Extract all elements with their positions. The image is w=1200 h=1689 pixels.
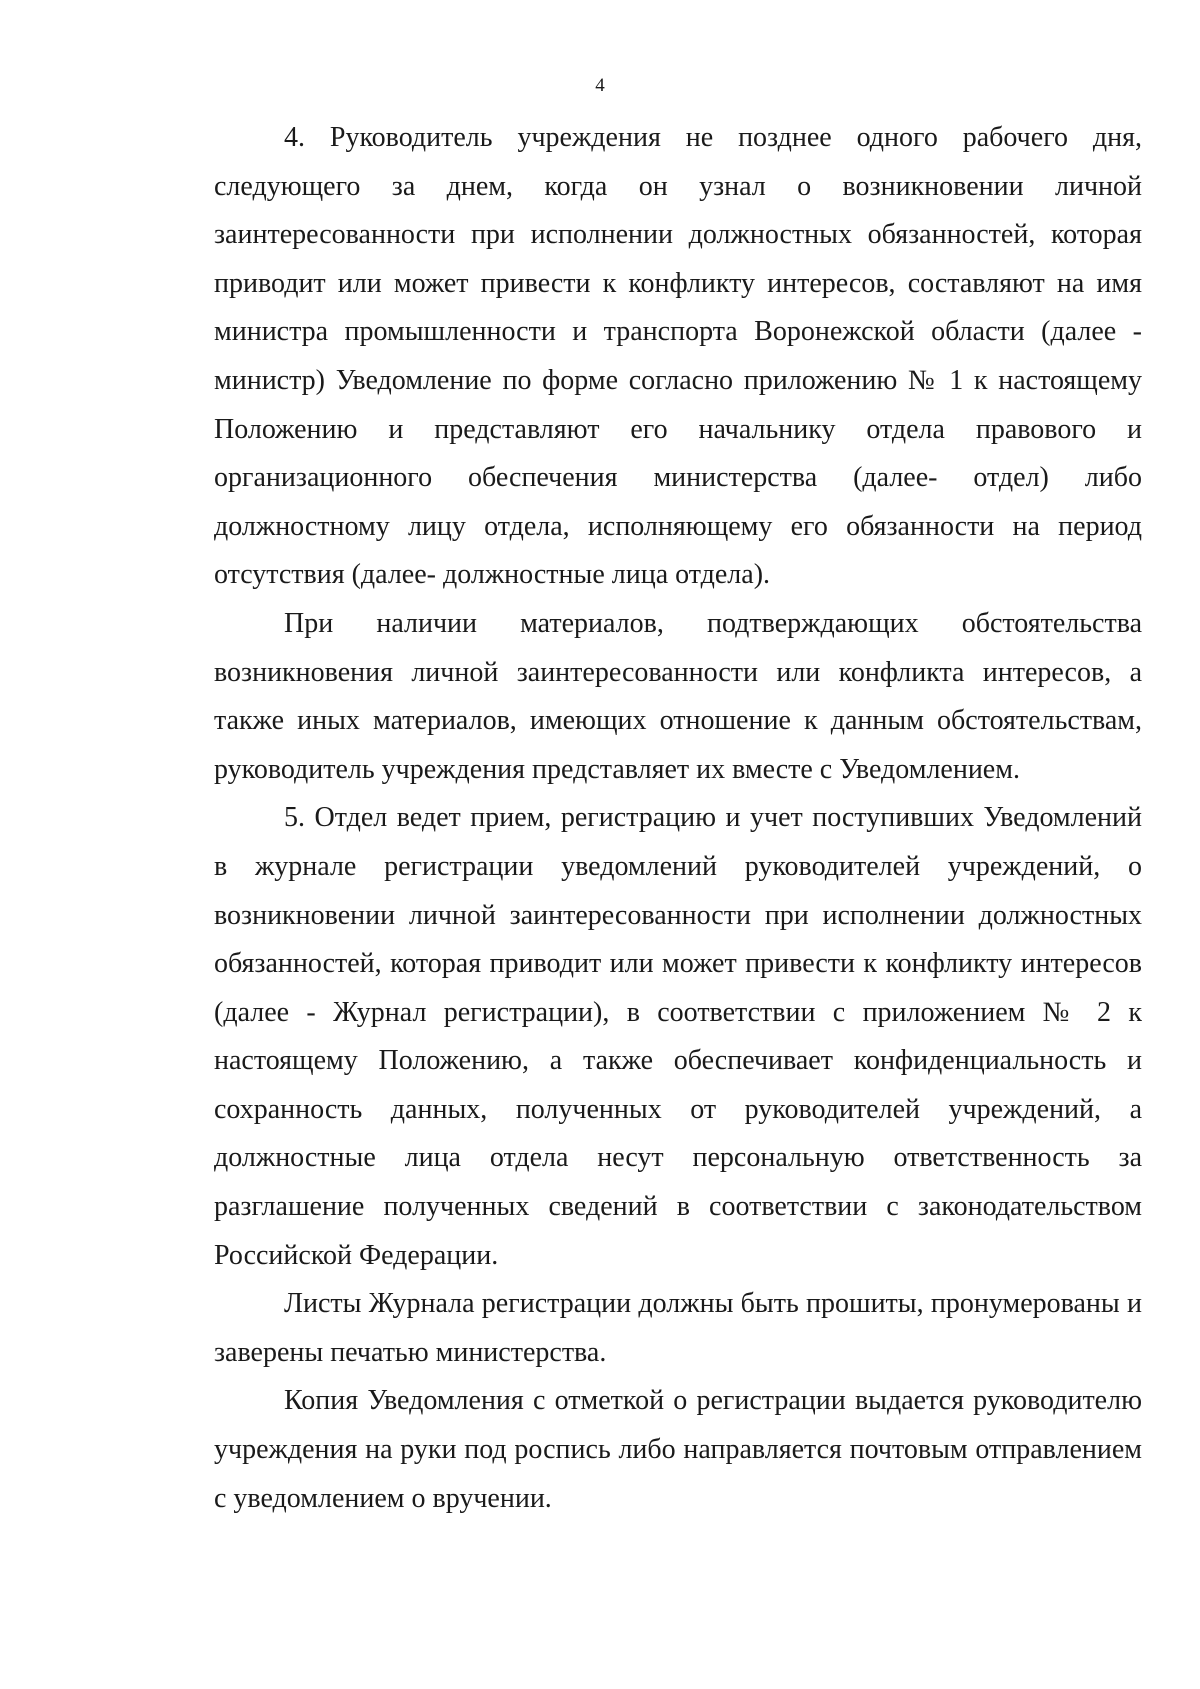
document-body <box>214 114 1142 1523</box>
paragraph-journal-sheets: Листы Журнала регистрации должны быть прошиты, пронумерованы и заверены печатью министерства. <box>214 1288 1142 1368</box>
paragraph-4-notification: 4. Руководитель учреждения не позднее одного рабочего дня, следующего за днем, когда он узнал о возникновении личной заинтересованности при исполнении должностных обязанностей, которая приводит или может привести к конфликту интересов, составляют на имя министра промышленности и транспорта Воронежской области (далее - министр) Уведомление по форме согласно приложению № 1 к настоящему Положению и представляют его начальнику отдела правового и организационного обеспечения министерства (далее- отдел) либо должностному лицу отдела, исполняющему его обязанности на период отсутствия (далее- должностные лица отдела). <box>214 122 1142 591</box>
paragraph-5-registration: 5. Отдел ведет прием, регистрацию и учет поступивших Уведомлений в журнале регистрации уведомлений руководителей учреждений, о возникновении личной заинтересованности при исполнении должностных обязанностей, которая приводит или может привести к конфликту интересов (далее - Журнал регистрации), в соответствии с приложением № 2 к настоящему Положению, а также обеспечивает конфиденциальность и сохранность данных, полученных от руководителей учреждений, а должностные лица отдела несут персональную ответственность за разглашение полученных сведений в соответствии с законодательством Российской Федерации. <box>214 802 1142 1271</box>
paragraph-supporting-materials: При наличии материалов, подтверждающих обстоятельства возникновения личной заинтересованности или конфликта интересов, а также иных материалов, имеющих отношение к данным обстоятельствам, руководитель учреждения представляет их вместе с Уведомлением. <box>214 607 1142 785</box>
page-number: 4 <box>595 75 605 96</box>
paragraph-notification-copy: Копия Уведомления с отметкой о регистрации выдается руководителю учреждения на руки под роспись либо направляется почтовым отправлением с уведомлением о вручении. <box>214 1385 1142 1514</box>
